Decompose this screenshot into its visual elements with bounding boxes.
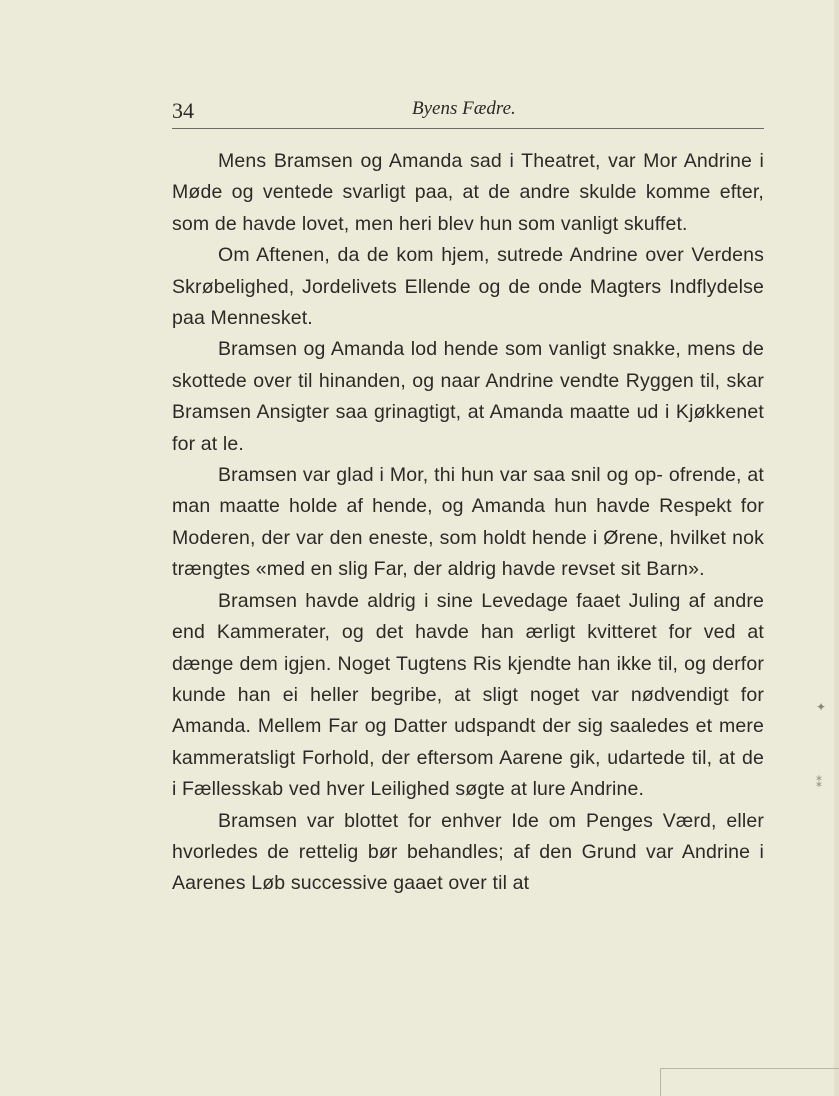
margin-speck: ✦ xyxy=(816,700,827,714)
paragraph: Bramsen var glad i Mor, thi hun var saa snil og op- ofrende, at man maatte holde af hende, og Amanda hun havde Respekt for Moderen, der var den eneste, som holdt hende i Ørene, hvilket nok trængtes «med en slig Far, der aldrig havde revset sit Barn». xyxy=(172,464,764,581)
page-edge xyxy=(834,0,839,1096)
bottom-corner-line xyxy=(660,1068,661,1096)
paragraph: Bramsen havde aldrig i sine Levedage faaet Juling af andre end Kammerater, og det havde han ærligt kvitteret for ved at dænge dem igjen. Noget Tugtens Ris kjendte han ikke til, og derfor kunde han ei heller begribe, at sligt noget var nødvendigt for Amanda. Mellem Far og Datter udspandt der sig saaledes et mere kammeratsligt Forhold, der eftersom Aarene gik, udartede til, at de i Fællesskab ved hver Leilighed søgte at lure Andrine. xyxy=(172,589,764,801)
margin-speck: ⁑ xyxy=(816,776,822,790)
paragraph: Bramsen og Amanda lod hende som vanligt snakke, mens de skottede over til hinanden, og naar Andrine vendte Ryggen til, skar Bramsen Ansigter saa grinagtigt, at Amanda maatte ud i Kjøkkenet for at le. xyxy=(172,338,764,455)
paragraph: Mens Bramsen og Amanda sad i Theatret, var Mor Andrine i Møde og ventede svarligt paa, at de andre skulde komme efter, som de havde lovet, men heri blev hun som vanligt skuffet. xyxy=(172,150,764,235)
running-title: Byens Fædre. xyxy=(412,98,516,119)
page-header xyxy=(172,94,764,129)
bottom-corner-line xyxy=(660,1068,839,1069)
body-text xyxy=(172,146,764,900)
paragraph: Bramsen var blottet for enhver Ide om Penges Værd, eller hvorledes de rettelig bør behandles; af den Grund var Andrine i Aarenes Løb successive gaaet over til at xyxy=(172,809,764,895)
paragraph: Om Aftenen, da de kom hjem, sutrede Andrine over Verdens Skrøbelighed, Jordelivets Ellende og de onde Magters Indflydelse paa Mennesket. xyxy=(172,244,764,330)
page-number: 34 xyxy=(172,98,194,123)
